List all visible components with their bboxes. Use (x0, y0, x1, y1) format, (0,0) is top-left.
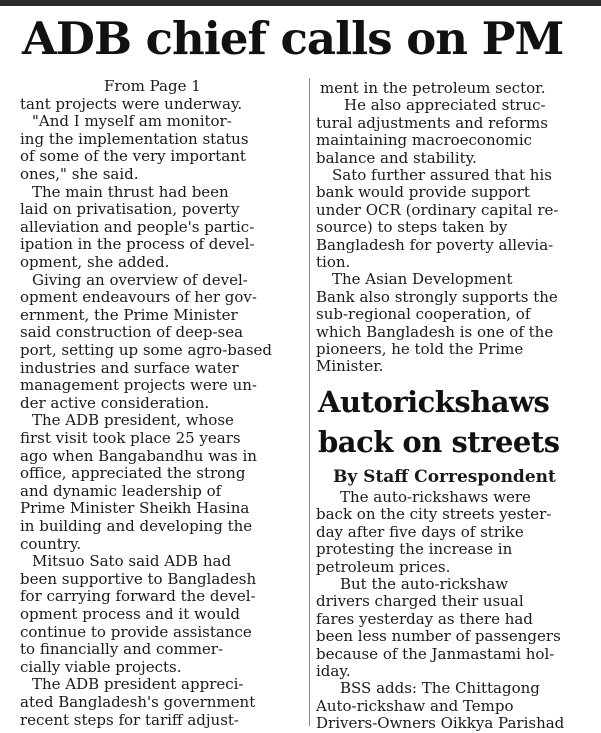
text-line: The Asian Development (332, 270, 513, 289)
text-line: ing the implementation status (20, 129, 249, 148)
text-line: because of the Janmastami hol- (316, 644, 555, 663)
text-line: balance and stability. (316, 148, 477, 167)
text-line: Drivers-Owners Oikkya Parishad (316, 714, 565, 733)
text-line: cially viable projects. (20, 657, 182, 676)
text-line: From Page 1 (104, 77, 201, 95)
text-line: The main thrust had been (32, 182, 229, 201)
text-line: said construction of deep-sea (20, 323, 244, 342)
text-line: protesting the increase in (316, 540, 513, 559)
text-line: iday. (316, 662, 351, 680)
text-line: for carrying forward the devel- (20, 587, 256, 606)
text-line: continue to provide assistance (20, 622, 252, 641)
text-line: bank would provide support (316, 183, 530, 202)
text-line: day after five days of strike (316, 522, 524, 541)
text-line: in building and developing the (20, 517, 253, 535)
text-line: been supportive to Bangladesh (20, 569, 257, 588)
text-line: of some of the very important (20, 147, 246, 166)
text-line: country. (20, 534, 82, 553)
text-line: tural adjustments and reforms (316, 113, 548, 132)
text-line: and dynamic leadership of (20, 481, 222, 500)
text-line: been less number of passengers (316, 627, 561, 646)
text-line: opment endeavours of her gov- (20, 288, 257, 307)
text-line: first visit took place 25 years (20, 429, 241, 447)
text-line: opment process and it would (20, 605, 240, 623)
text-line: alleviation and people's partic- (20, 217, 255, 236)
text-line: Bank also strongly supports the (316, 287, 558, 306)
text-line: back on the city streets yester- (316, 505, 552, 524)
text-line: ated Bangladesh's government (20, 693, 256, 711)
text-line: laid on privatisation, poverty (20, 200, 240, 219)
top-rule (0, 0, 601, 6)
text-line: Giving an overview of devel- (32, 270, 248, 289)
text-line: opment, she added. (20, 253, 170, 271)
sub-headline-line-1: Autorickshaws (318, 385, 550, 419)
text-line: Minister. (316, 357, 384, 376)
sub-headline-line-2: back on streets (318, 425, 560, 459)
text-line: port, setting up some agro-based (20, 341, 272, 359)
text-line: drivers charged their usual (316, 592, 524, 611)
text-line: The ADB president, whose (32, 411, 234, 430)
text-line: tion. (316, 253, 351, 271)
text-line: Mitsuo Sato said ADB had (32, 552, 232, 571)
text-line: BSS adds: The Chittagong (340, 679, 540, 698)
text-line: Auto-rickshaw and Tempo (316, 696, 514, 715)
text-line: ment in the petroleum sector. (320, 79, 546, 97)
text-line: fares yesterday as there had (316, 609, 533, 628)
text-line: "And I myself am monitor- (32, 112, 232, 131)
text-line: ernment, the Prime Minister (20, 305, 238, 324)
text-line: office, appreciated the strong (20, 464, 246, 483)
text-line: source) to steps taken by (316, 218, 508, 237)
text-line: Sato further assured that his (332, 166, 552, 184)
text-line: under OCR (ordinary capital re- (316, 200, 559, 219)
text-line: management projects were un- (20, 376, 257, 395)
text-line: The auto-rickshaws were (340, 488, 531, 506)
text-line: pioneers, he told the Prime (316, 340, 524, 358)
text-line: petroleum prices. (316, 557, 451, 576)
text-line: tant projects were underway. (20, 94, 243, 113)
text-line: Prime Minister Sheikh Hasina (20, 499, 250, 518)
headline: ADB chief calls on PM (22, 12, 564, 65)
text-line: maintaining macroeconomic (316, 131, 533, 150)
text-line: industries and surface water (20, 358, 239, 377)
text-line: The ADB president appreci- (32, 675, 244, 694)
text-line: which Bangladesh is one of the (316, 322, 554, 341)
text-line: But the auto-rickshaw (340, 575, 509, 593)
text-line: ones," she said. (20, 165, 139, 183)
text-line: Bangladesh for poverty allevia- (316, 235, 554, 254)
text-line: recent steps for tariff adjust- (20, 710, 239, 729)
text-line: der active consideration. (20, 393, 210, 412)
text-line: ago when Bangabandhu was in (20, 446, 257, 465)
text-line: to financially and commer- (20, 640, 224, 659)
text-line: ipation in the process of devel- (20, 235, 255, 254)
text-line: sub-regional cooperation, of (316, 305, 531, 324)
text-line: He also appreciated struc- (344, 96, 546, 115)
byline: By Staff Correspondent (333, 467, 556, 487)
